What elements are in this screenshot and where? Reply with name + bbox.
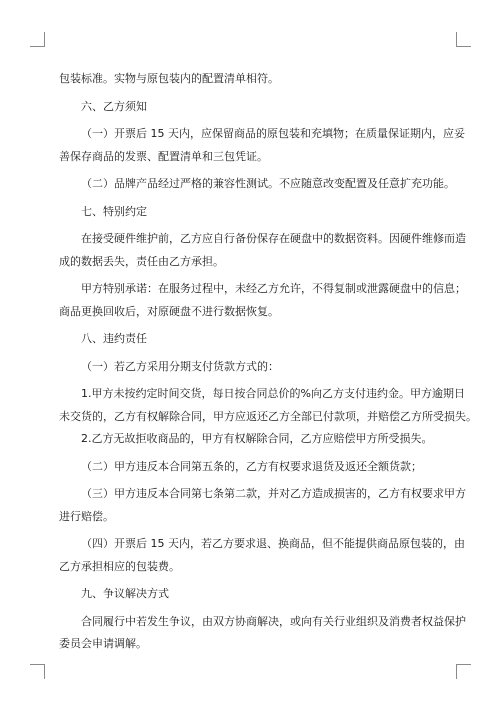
section-heading-party-b-notice: 六、乙方须知 [81,99,147,113]
body-line: 2.乙方无故拒收商品的，甲方有权解除合同，乙方应赔偿甲方所受损失。 [81,432,433,445]
body-line: （一）若乙方采用分期支付货款方式的： [81,359,279,373]
body-line: 成的数据丢失，责任由乙方承担。 [59,254,224,268]
crop-mark-top-left [30,32,45,47]
body-line: 进行赔偿。 [59,509,114,523]
body-line: （二）品牌产品经过严格的兼容性测试。不应随意改变配置及任意扩充功能。 [81,177,455,190]
body-line: 甲方特别承诺：在服务过程中，未经乙方允许，不得复制或泄露硬盘中的信息； [81,282,466,295]
body-line: （四）开票后 15 天内，若乙方要求退、换商品，但不能提供商品原包装的，由 [81,537,465,550]
body-line: 未交货的，乙方有权解除合同，甲方应返还乙方全部已付款项，并赔偿乙方所受损失。 [59,409,477,423]
body-line: （三）甲方违反本合同第七条第二款，并对乙方造成损害的，乙方有权要求甲方 [81,487,466,500]
body-line: （一）开票后 15 天内，应保留商品的原包装和充填物；在质量保证期内，应妥 [81,127,465,140]
body-line: 委员会申请调解。 [59,637,147,650]
section-heading-dispute-resolution: 九、争议解决方式 [81,587,169,600]
crop-mark-bottom-left [30,664,45,679]
document-body [59,68,477,656]
body-line: 合同履行中若发生争议，由双方协商解决，或向有关行业组织及消费者权益保护 [81,614,466,628]
crop-mark-bottom-right [456,664,471,679]
body-line: 商品更换回收后，对原硬盘不进行数据恢复。 [59,304,279,318]
body-line: 1.甲方未按约定时间交货，每日按合同总价的%向乙方支付违约金。甲方逾期日 [81,387,465,400]
section-heading-liability: 八、违约责任 [81,332,147,345]
body-line: 包装标准。实物与原包装内的配置清单相符。 [59,72,279,85]
body-line: 乙方承担相应的包装费。 [59,559,180,573]
body-line: 在接受硬件维护前，乙方应自行备份保存在硬盘中的数据资料。因硬件维修而造 [81,232,466,245]
body-line: 善保存商品的发票、配置清单和三包凭证。 [59,149,268,163]
section-heading-special-agreement: 七、特别约定 [81,204,147,218]
crop-mark-top-right [456,32,471,47]
body-line: （二）甲方违反本合同第五条的，乙方有权要求退货及返还全额货款； [81,459,422,473]
